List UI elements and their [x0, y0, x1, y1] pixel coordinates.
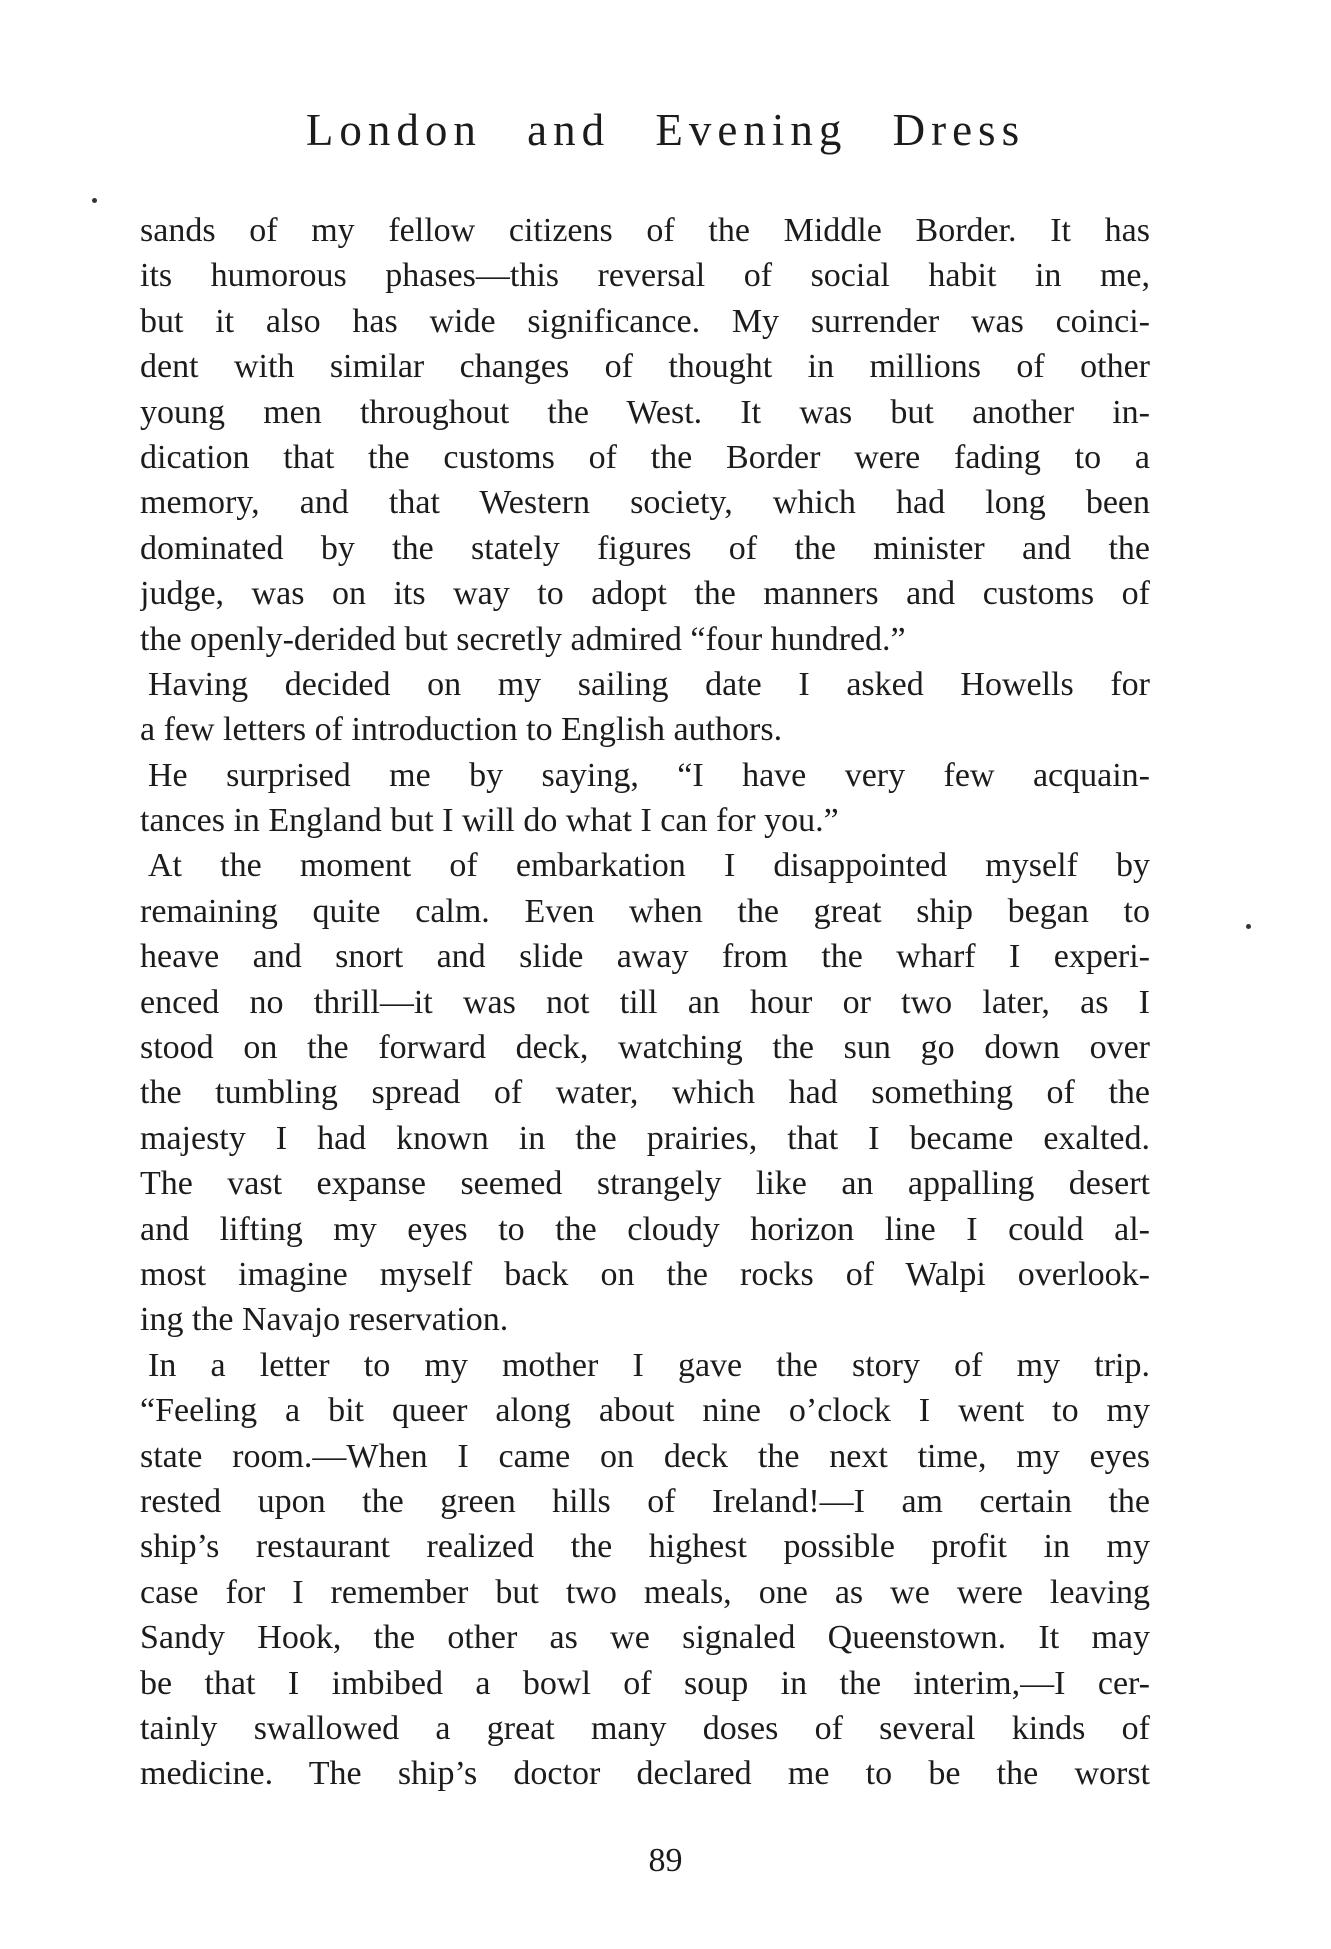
- text-line: the openly-derided but secretly admired “four hundred.”: [140, 620, 906, 658]
- text-line: The vast expanse seemed strangely like an appalling desert: [140, 1165, 1150, 1203]
- text-line: dication that the customs of the Border were fading to a: [140, 438, 1150, 476]
- text-line: dominated by the stately figures of the minister and the: [140, 529, 1150, 567]
- text-line: and lifting my eyes to the cloudy horizon line I could al-: [140, 1210, 1150, 1248]
- text-line: medicine. The ship’s doctor declared me to be the worst: [140, 1755, 1150, 1793]
- text-line: enced no thrill—it was not till an hour or two later, as I: [140, 983, 1150, 1021]
- text-line: judge, was on its way to adopt the manners and customs of: [140, 575, 1150, 613]
- text-line: rested upon the green hills of Ireland!—I am certain the: [140, 1482, 1150, 1520]
- text-line: sands of my fellow citizens of the Middle Border. It has: [140, 212, 1150, 249]
- text-line: At the moment of embarkation I disappointed myself by: [148, 847, 1150, 885]
- body-text: [140, 208, 1150, 1797]
- text-line: state room.—When I came on deck the next time, my eyes: [140, 1437, 1150, 1475]
- text-line: ing the Navajo reservation.: [140, 1301, 509, 1339]
- text-line: heave and snort and slide away from the wharf I experi-: [140, 938, 1150, 976]
- text-line: most imagine myself back on the rocks of Walpi overlook-: [140, 1255, 1150, 1293]
- text-line: dent with similar changes of thought in millions of other: [140, 348, 1150, 386]
- text-line: be that I imbibed a bowl of soup in the interim,—I cer-: [140, 1664, 1150, 1702]
- scan-speck: [1246, 924, 1251, 929]
- text-line: young men throughout the West. It was but another in-: [140, 393, 1150, 431]
- running-head: London and Evening Dress: [305, 105, 1026, 155]
- page-number: 89: [648, 1842, 683, 1879]
- text-line: but it also has wide significance. My surrender was coinci-: [140, 302, 1150, 340]
- text-line: “Feeling a bit queer along about nine o’clock I went to my: [140, 1392, 1150, 1430]
- text-line: ship’s restaurant realized the highest possible profit in my: [140, 1528, 1150, 1566]
- text-line: majesty I had known in the prairies, that I became exalted.: [140, 1119, 1150, 1157]
- text-line: case for I remember but two meals, one as we were leaving: [140, 1573, 1150, 1611]
- text-line: Having decided on my sailing date I asked Howells for: [148, 665, 1150, 703]
- text-line: Sandy Hook, the other as we signaled Queenstown. It may: [140, 1619, 1150, 1657]
- text-line: In a letter to my mother I gave the story of my trip.: [148, 1346, 1150, 1384]
- text-line: stood on the forward deck, watching the sun go down over: [140, 1029, 1150, 1067]
- text-line: tances in England but I will do what I can for you.”: [140, 802, 839, 840]
- text-line: a few letters of introduction to English authors.: [140, 711, 783, 749]
- scan-speck: [92, 198, 97, 203]
- text-line: the tumbling spread of water, which had something of the: [140, 1074, 1150, 1112]
- text-line: remaining quite calm. Even when the great ship began to: [140, 892, 1150, 930]
- text-line: its humorous phases—this reversal of social habit in me,: [140, 257, 1150, 295]
- text-line: memory, and that Western society, which had long been: [140, 484, 1150, 522]
- text-line: tainly swallowed a great many doses of several kinds of: [140, 1709, 1150, 1747]
- text-line: He surprised me by saying, “I have very few acquain-: [148, 756, 1150, 794]
